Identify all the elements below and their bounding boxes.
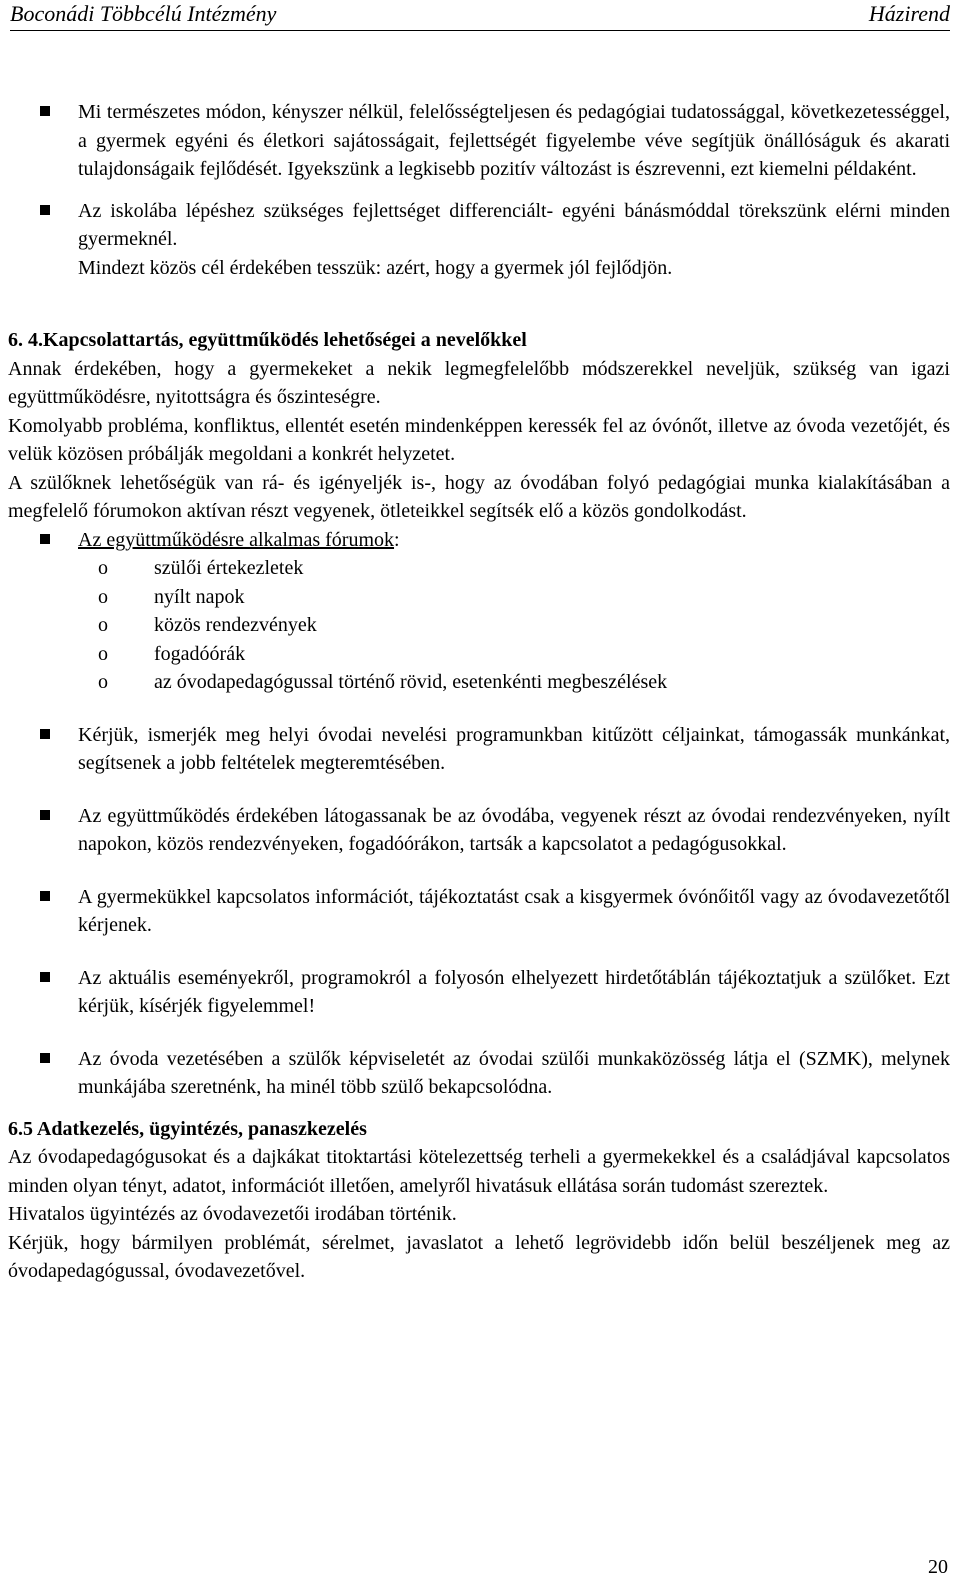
list-item: o az óvodapedagógussal történő rövid, esetenkénti megbeszélések	[8, 668, 950, 697]
forums-label: Az együttműködésre alkalmas fórumok	[78, 528, 395, 551]
bullet-paragraph: Az óvoda vezetésében a szülők képviseletét az óvodai szülői munkaközösség látja el (SZMK), melynek munkájába szeretnénk, ha minél több szülő bekapcsolódna.	[8, 1045, 950, 1102]
body-paragraph: Annak érdekében, hogy a gyermekeket a nekik legmegfelelőbb módszerekkel neveljük, szükség van igazi együttműködésre, nyitottságra és őszinteségre.	[8, 357, 950, 408]
section-heading-6-5: 6.5 Adatkezelés, ügyintézés, panaszkezelés	[8, 1117, 367, 1140]
list-item: o fogadóórák	[8, 640, 950, 669]
body-paragraph: Kérjük, hogy bármilyen problémát, sérelmet, javaslatot a lehető legrövidebb időn belül beszéljenek meg az óvodapedagógussal, óvodavezetővel.	[8, 1231, 950, 1282]
common-goal-text: Mindezt közös cél érdekében tesszük: azért, hogy a gyermek jól fejlődjön.	[78, 256, 673, 279]
list-item: o közös rendezvények	[8, 611, 950, 640]
forums-list	[8, 554, 950, 697]
list-item: o nyílt napok	[8, 583, 950, 612]
list-item: o szülői értekezletek	[8, 554, 950, 583]
bullet-paragraph: Mi természetes módon, kényszer nélkül, felelősségteljesen és pedagógiai tudatossággal, következetességgel, a gyermek egyéni és életkori sajátosságait, fejlettségét figyelembe véve segítjük önállóságuk és akarati tulajdonságaik fejlődését. Igyekszünk a legkisebb pozitív változást is észrevenni, ezt kiemelni példaként.	[8, 98, 950, 184]
body-paragraph: Az óvodapedagógusokat és a dajkákat titoktartási kötelezettség terheli a gyermekekkel és a családjával kapcsolatos minden olyan tényt, adatot, információt illetően, amelyről hivatásuk ellátása során tudomást szereztek.	[8, 1146, 950, 1197]
forums-heading	[8, 526, 950, 555]
bullet-paragraph: Az aktuális eseményekről, programokról a folyosón elhelyezett hirdetőtáblán tájékoztatjuk a szülőket. Ezt kérjük, kísérjék figyelemmel!	[8, 964, 950, 1021]
page-number: 20	[928, 1556, 948, 1578]
body-paragraph: A szülőknek lehetőségük van rá- és igényeljék is-, hogy az óvodában folyó pedagógiai munka kialakításában a megfelelő fórumokon aktívan részt vegyenek, ötleteikkel segítsék elő a közös gondolkodást.	[8, 471, 950, 522]
body-paragraph: Hivatalos ügyintézés az óvodavezetői irodában történik.	[8, 1203, 457, 1225]
bullet-paragraph: Az együttműködés érdekében látogassanak be az óvodába, vegyenek részt az óvodai rendezvényeken, nyílt napokon, közös rendezvényeken, fogadóórákon, tartsák a kapcsolatot a pedagógusokkal.	[8, 802, 950, 859]
bullet-paragraph: Az iskolába lépéshez szükséges fejlettséget differenciált- egyéni bánásmóddal törekszünk elérni minden gyermeknél.	[8, 197, 950, 254]
document-body	[8, 98, 950, 1286]
forums-colon: :	[394, 528, 400, 551]
page-header	[10, 0, 950, 31]
bullet-paragraph: Kérjük, ismerjék meg helyi óvodai nevelési programunkban kitűzött céljainkat, támogassák munkánkat, segítsenek a jobb feltételek megteremtésében.	[8, 721, 950, 778]
section-heading-6-4: 6. 4.Kapcsolattartás, együttműködés lehetőségei a nevelőkkel	[8, 329, 527, 351]
body-paragraph: Komolyabb probléma, konfliktus, ellentét esetén mindenképpen keressék fel az óvónőt, illetve az óvoda vezetőjét, és velük közösen próbálják megoldani a konkrét helyzetet.	[8, 414, 950, 465]
header-document-title: Házirend	[868, 1, 950, 26]
bullet-paragraph: A gyermekükkel kapcsolatos információt, tájékoztatást csak a kisgyermek óvónőitől vagy az óvodavezetőtől kérjenek.	[8, 883, 950, 940]
header-institution: Boconádi Többcélú Intézmény	[10, 1, 277, 26]
